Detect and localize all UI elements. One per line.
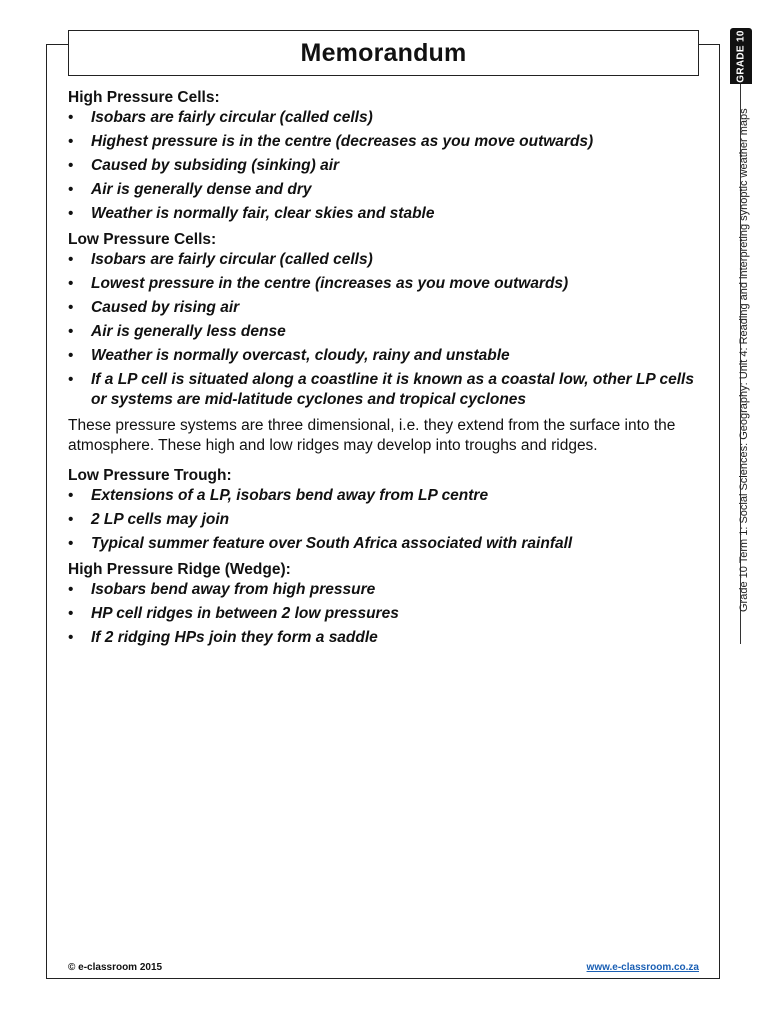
title-box [68, 30, 699, 76]
list-item: • 2 LP cells may join [68, 511, 230, 528]
body-paragraph: These pressure systems are three dimensional, i.e. they extend from the surface into the atmosphere. These high and low ridges may develop into troughs and ridges. [68, 417, 676, 454]
list-item: • Weather is normally fair, clear skies and stable [68, 205, 435, 222]
bullet-icon: • [68, 205, 74, 222]
list-item: • Lowest pressure in the centre (increases as you move outwards) [68, 275, 569, 292]
list-item: • Isobars bend away from high pressure [68, 581, 376, 598]
section-heading: High Pressure Ridge (Wedge): [68, 561, 291, 578]
footer-link[interactable]: www.e-classroom.co.za [586, 962, 699, 973]
list-item: • If 2 ridging HPs join they form a saddle [68, 629, 378, 646]
section-heading: Low Pressure Cells: [68, 231, 217, 248]
bullet-icon: • [68, 251, 74, 268]
bullet-icon: • [68, 323, 74, 340]
page-title: Memorandum [300, 38, 467, 67]
list-item: • Weather is normally overcast, cloudy, rainy and unstable [68, 347, 510, 364]
bullet-icon: • [68, 299, 74, 316]
bullet-icon: • [68, 605, 74, 622]
section-high-pressure-ridge [68, 560, 708, 648]
list-item: • Air is generally less dense [68, 323, 286, 340]
bullet-icon: • [68, 157, 74, 174]
list-item: • Isobars are fairly circular (called cells) [68, 251, 373, 268]
list-item: • Air is generally dense and dry [68, 181, 312, 198]
grade-tab-label: GRADE 10 [735, 29, 747, 83]
bullet-list [68, 108, 708, 224]
memo-content [68, 88, 708, 654]
section-high-pressure-cells [68, 88, 708, 224]
section-low-pressure-trough [68, 466, 708, 554]
section-heading: Low Pressure Trough: [68, 467, 232, 484]
bullet-icon: • [68, 181, 74, 198]
list-item: • If a LP cell is situated along a coastline it is known as a coastal low, other LP cells or systems are mid-latitude cyclones and tropical cyclones [68, 371, 694, 408]
bullet-icon: • [68, 371, 74, 388]
side-caption [738, 96, 755, 616]
bullet-icon: • [68, 581, 74, 598]
bullet-list [68, 580, 708, 648]
list-item: • Extensions of a LP, isobars bend away from LP centre [68, 487, 489, 504]
list-item: • Isobars are fairly circular (called cells) [68, 109, 373, 126]
bullet-icon: • [68, 275, 74, 292]
footer-copyright: © e-classroom 2015 [68, 962, 163, 973]
bullet-icon: • [68, 133, 74, 150]
bullet-list [68, 486, 708, 554]
bullet-icon: • [68, 487, 74, 504]
side-caption-text: Grade 10 Term 1: Social Sciences: Geography: Unit 4: Reading and interpreting synoptic weather maps [738, 108, 750, 612]
section-heading: High Pressure Cells: [68, 89, 220, 106]
bullet-icon: • [68, 347, 74, 364]
bullet-icon: • [68, 535, 74, 552]
list-item: • Caused by subsiding (sinking) air [68, 157, 340, 174]
list-item: • Highest pressure is in the centre (decreases as you move outwards) [68, 133, 594, 150]
list-item: • Caused by rising air [68, 299, 240, 316]
grade-tab [730, 28, 752, 84]
list-item: • Typical summer feature over South Africa associated with rainfall [68, 535, 573, 552]
section-low-pressure-cells [68, 230, 708, 410]
bullet-icon: • [68, 109, 74, 126]
bullet-icon: • [68, 629, 74, 646]
bullet-list [68, 250, 708, 410]
bullet-icon: • [68, 511, 74, 528]
list-item: • HP cell ridges in between 2 low pressures [68, 605, 399, 622]
